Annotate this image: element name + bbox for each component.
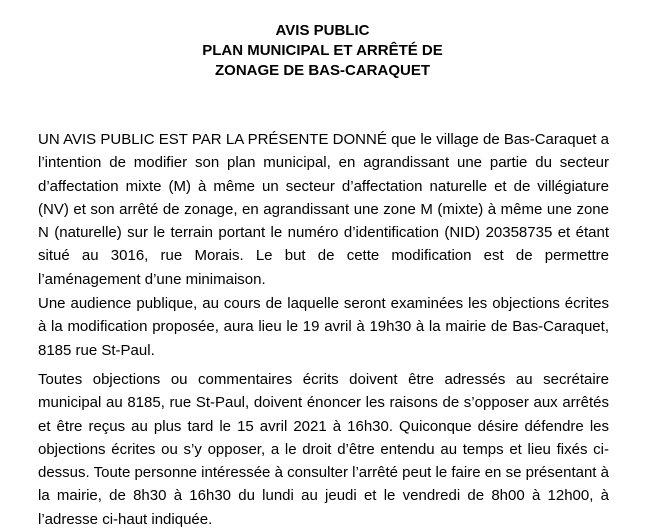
paragraph-notice <box>38 128 609 291</box>
title-line-2: PLAN MUNICIPAL ET ARRÊTÉ DE <box>202 42 443 59</box>
paragraph-hearing: Une audience publique, au cours de laquelle seront examinées les objections écrites à la modification proposée, aura lieu le 19 avril à 19h30 à la mairie de Bas-Caraquet, 8185 rue St-Paul. <box>38 295 609 359</box>
paragraph-notice-text: que le village de Bas-Caraquet a l’intention de modifier son plan municipal, en agrandissant une partie du secteur d’affectation mixte (M) à même un secteur d’affectation naturelle et de villégiature (NV) et son arrêté de zonage, en agrandissant une zone M (mixte) à même une zone N (naturelle) sur le terrain portant le numéro d’identification (NID) 20358735 et étant situé au 3016, rue Morais. Le but de cette modification est de permettre l’aménagement d’une minimaison. <box>38 131 609 288</box>
title-line-1: AVIS PUBLIC <box>275 22 370 39</box>
paragraph-lead-text: UN AVIS PUBLIC EST PAR LA PRÉSENTE DONNÉ <box>38 131 387 148</box>
title-line-3: ZONAGE DE BAS-CARAQUET <box>214 62 430 79</box>
notice-title <box>0 21 645 81</box>
paragraph-objections: Toutes objections ou commentaires écrits doivent être adressés au secrétaire municipal au 8185, rue St-Paul, doivent énoncer les raisons de s’opposer aux arrêtés et être reçus au plus tard le 15 avril 2021 à 16h30. Quiconque désire défendre les objections écrites ou s’y opposer, a le droit d’être entendu au temps et lieu fixés ci-dessus. Toute personne intéressée à consulter l’arrêté peut le faire en se présentant à la mairie, de 8h30 à 16h30 du lundi au jeudi et le vendredi de 8h00 à 12h00, à l’adresse ci-haut indiquée. <box>38 371 609 528</box>
